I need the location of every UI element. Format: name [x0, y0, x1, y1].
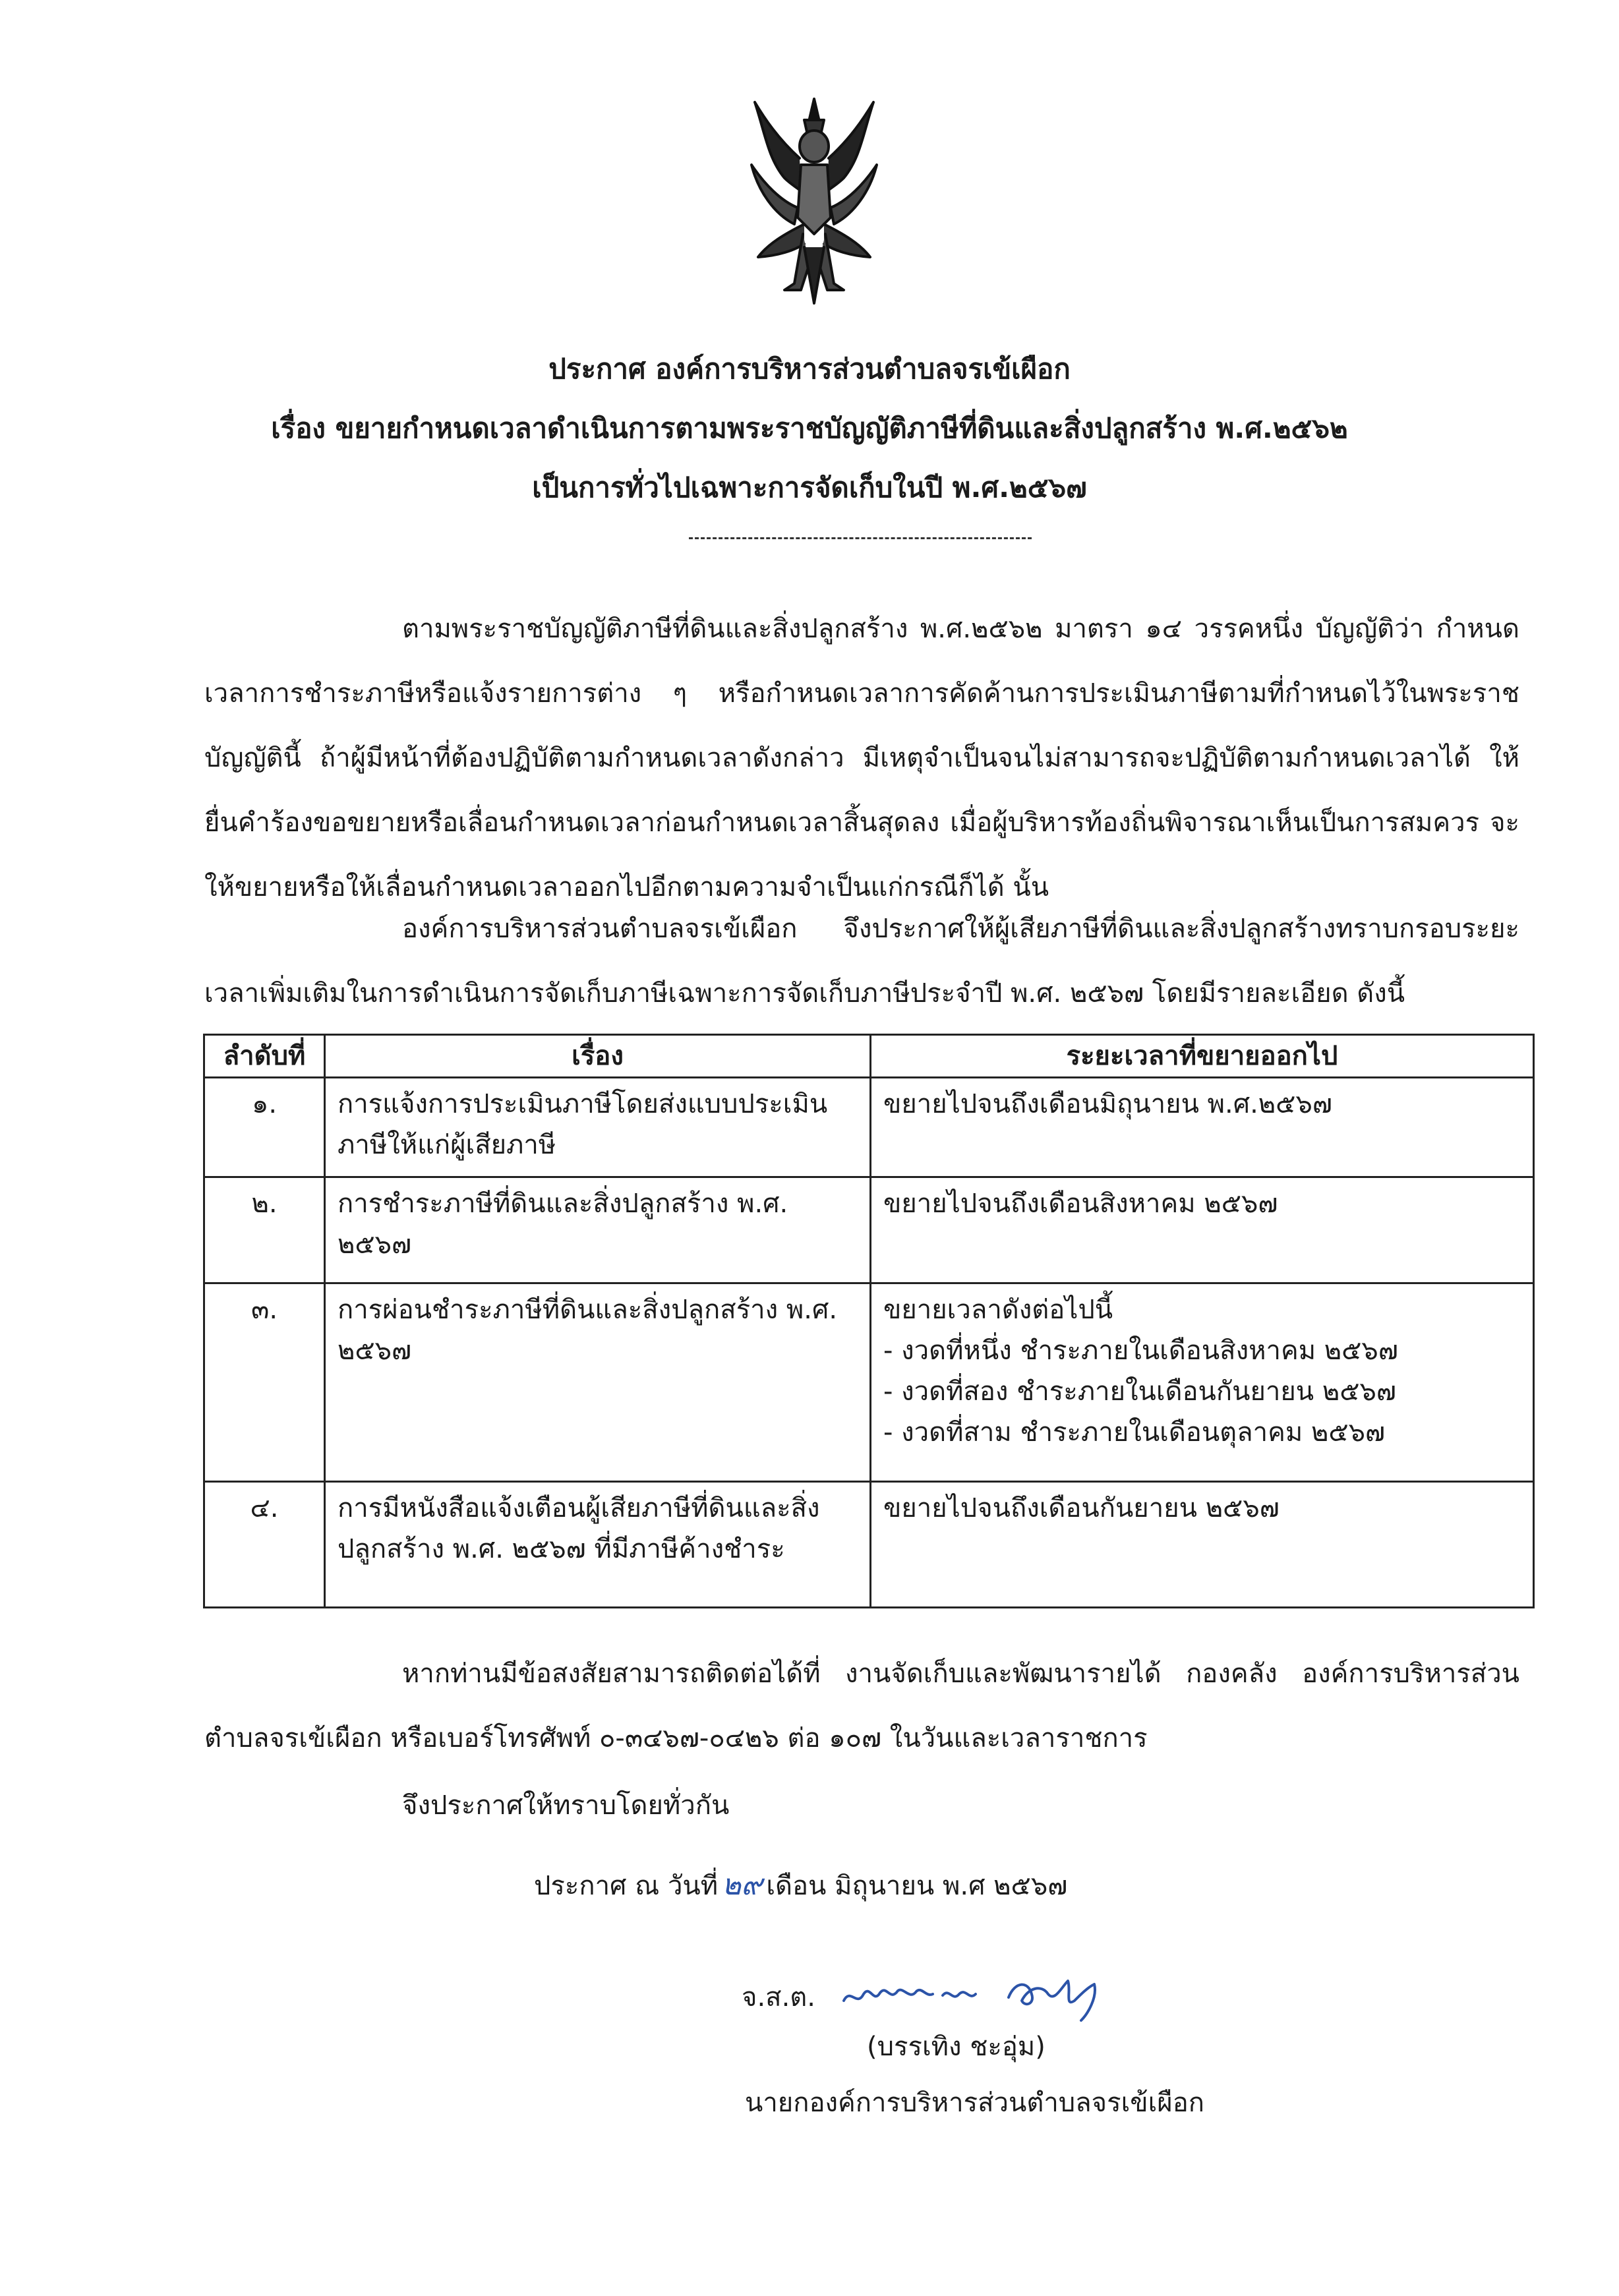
- closing-statement: จึงประกาศให้ทราบโดยทั่วกัน: [402, 1790, 730, 1821]
- row-subject: การชำระภาษีที่ดินและสิ่งปลูกสร้าง พ.ศ. ๒๕๖๗: [325, 1177, 871, 1283]
- signer-title: นายกองค์การบริหารส่วนตำบลจรเข้เผือก: [745, 2088, 1204, 2118]
- column-header-subject: เรื่อง: [325, 1035, 871, 1078]
- body-paragraph-1: ตามพระราชบัญญัติภาษีที่ดินและสิ่งปลูกสร้าง พ.ศ.๒๕๖๒ มาตรา ๑๔ วรรคหนึ่ง บัญญัติว่า กำหนดเวลาการชำระภาษีหรือแจ้งรายการต่าง ๆ หรือกำหนดเวลาการคัดค้านการประเมินภาษีตามที่กำหนดไว้ในพระราชบัญญัตินี้ ถ้าผู้มีหน้าที่ต้องปฏิบัติตามกำหนดเวลาดังกล่าว มีเหตุจำเป็นจนไม่สามารถจะปฏิบัติตามกำหนดเวลาได้ ให้ยื่นคำร้องขอขยายหรือเลื่อนกำหนดเวลาก่อนกำหนดเวลาสิ้นสุดลง เมื่อผู้บริหารท้องถิ่นพิจารณาเห็นเป็นการสมควร จะให้ขยายหรือให้เลื่อนกำหนดเวลาออกไปอีกตามความจำเป็นแก่กรณีก็ได้ นั้น: [204, 614, 1519, 902]
- extension-schedule-table: [203, 1034, 1535, 1608]
- handwritten-signature: [837, 1961, 1134, 2027]
- announcement-scope: เป็นการทั่วไปเฉพาะการจัดเก็บในปี พ.ศ.๒๕๖๗: [532, 471, 1087, 504]
- period-line: ขยายไปจนถึงเดือนมิถุนายน พ.ศ.๒๕๖๗: [883, 1089, 1332, 1119]
- row-period: [871, 1078, 1534, 1177]
- period-line: ขยายไปจนถึงเดือนสิงหาคม ๒๕๖๗: [883, 1189, 1278, 1219]
- period-installment-3: - งวดที่สาม ชำระภายในเดือนตุลาคม ๒๕๖๗: [883, 1417, 1386, 1448]
- table-row: [204, 1283, 1534, 1482]
- table-row: [204, 1482, 1534, 1608]
- row-period: [871, 1283, 1534, 1482]
- period-line: ขยายไปจนถึงเดือนกันยายน ๒๕๖๗: [883, 1493, 1280, 1523]
- column-header-number: ลำดับที่: [204, 1035, 325, 1078]
- date-prefix: ประกาศ ณ วันที่: [534, 1871, 719, 1901]
- announcement-subject: เรื่อง ขยายกำหนดเวลาดำเนินการตามพระราชบัญญัติภาษีที่ดินและสิ่งปลูกสร้าง พ.ศ.๒๕๖๒: [271, 412, 1348, 444]
- row-subject: การแจ้งการประเมินภาษีโดยส่งแบบประเมินภาษีให้แก่ผู้เสียภาษี: [325, 1078, 871, 1177]
- contact-paragraph: หากท่านมีข้อสงสัยสามารถติดต่อได้ที่ งานจัดเก็บและพัฒนารายได้ กองคลัง องค์การบริหารส่วนตำบลจรเข้เผือก หรือเบอร์โทรศัพท์ ๐-๓๔๖๗-๐๔๒๖ ต่อ ๑๐๗ ในวันและเวลาราชการ: [204, 1659, 1519, 1753]
- date-suffix: เดือน มิถุนายน พ.ศ ๒๕๖๗: [766, 1871, 1068, 1901]
- garuda-emblem-icon: [738, 92, 890, 310]
- signer-rank: จ.ส.ต.: [742, 1982, 815, 2013]
- signer-name: (บรรเทิง ชะอุ่ม): [867, 2032, 1045, 2062]
- period-installment-2: - งวดที่สอง ชำระภายในเดือนกันยายน ๒๕๖๗: [883, 1376, 1396, 1407]
- row-number: ๓.: [204, 1283, 325, 1482]
- table-row: [204, 1177, 1534, 1283]
- announcement-title: ประกาศ องค์การบริหารส่วนตำบลจรเข้เผือก: [548, 353, 1071, 385]
- announcement-date: [534, 1866, 1067, 1906]
- table-header-row: [204, 1035, 1534, 1078]
- row-number: ๒.: [204, 1177, 325, 1283]
- row-number: ๔.: [204, 1482, 325, 1608]
- row-number: ๑.: [204, 1078, 325, 1177]
- period-installment-1: - งวดที่หนึ่ง ชำระภายในเดือนสิงหาคม ๒๕๖๗: [883, 1336, 1398, 1366]
- period-line: ขยายเวลาดังต่อไปนี้: [883, 1295, 1113, 1325]
- row-subject: การมีหนังสือแจ้งเตือนผู้เสียภาษีที่ดินและสิ่งปลูกสร้าง พ.ศ. ๒๕๖๗ ที่มีภาษีค้างชำระ: [325, 1482, 871, 1608]
- row-period: [871, 1482, 1534, 1608]
- row-period: [871, 1177, 1534, 1283]
- column-header-period: ระยะเวลาที่ขยายออกไป: [871, 1035, 1534, 1078]
- row-subject: การผ่อนชำระภาษีที่ดินและสิ่งปลูกสร้าง พ.ศ. ๒๕๖๗: [325, 1283, 871, 1482]
- body-paragraph-2: องค์การบริหารส่วนตำบลจรเข้เผือก จึงประกาศให้ผู้เสียภาษีที่ดินและสิ่งปลูกสร้างทราบกรอบระยะเวลาเพิ่มเติมในการดำเนินการจัดเก็บภาษีเฉพาะการจัดเก็บภาษีประจำปี พ.ศ. ๒๕๖๗ โดยมีรายละเอียด ดังนี้: [204, 914, 1519, 1009]
- title-divider: [689, 537, 1032, 539]
- table-row: [204, 1078, 1534, 1177]
- handwritten-day: ๒๙: [722, 1868, 763, 1902]
